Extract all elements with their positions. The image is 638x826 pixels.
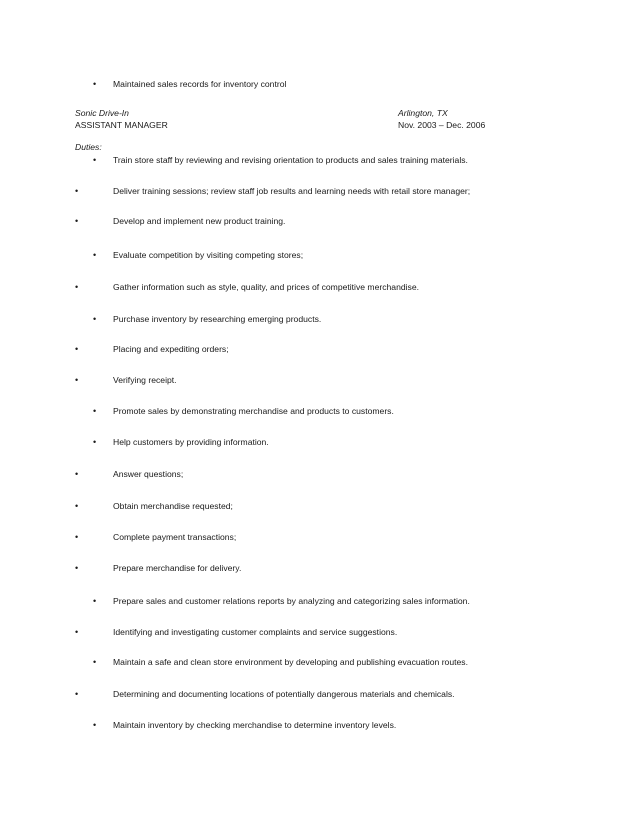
duty-item: Promote sales by demonstrating merchandise and products to customers. bbox=[113, 406, 394, 416]
duty-item: Answer questions; bbox=[113, 469, 184, 479]
duty-item: Complete payment transactions; bbox=[113, 532, 237, 542]
duty-item: Identifying and investigating customer complaints and service suggestions. bbox=[113, 627, 398, 637]
duties-label: Duties: bbox=[75, 142, 102, 152]
job-location: Arlington, TX bbox=[398, 108, 448, 118]
bullet-marker: • bbox=[75, 375, 79, 385]
bullet-marker: • bbox=[93, 155, 97, 165]
bullet-marker: • bbox=[75, 469, 79, 479]
bullet-marker: • bbox=[93, 79, 97, 89]
list-item: Maintained sales records for inventory control bbox=[113, 79, 287, 89]
bullet-marker: • bbox=[75, 532, 79, 542]
bullet-marker: • bbox=[93, 720, 97, 730]
duty-item: Train store staff by reviewing and revising orientation to products and sales training materials. bbox=[113, 155, 468, 165]
bullet-marker: • bbox=[93, 437, 97, 447]
duty-item: Maintain inventory by checking merchandise to determine inventory levels. bbox=[113, 720, 397, 730]
bullet-marker: • bbox=[93, 250, 97, 260]
bullet-marker: • bbox=[75, 186, 79, 196]
duty-item: Help customers by providing information. bbox=[113, 437, 269, 447]
bullet-marker: • bbox=[75, 216, 79, 226]
duty-item: Determining and documenting locations of potentially dangerous materials and chemicals. bbox=[113, 689, 455, 699]
bullet-marker: • bbox=[93, 657, 97, 667]
bullet-marker: • bbox=[75, 563, 79, 573]
duty-item: Maintain a safe and clean store environment by developing and publishing evacuation routes. bbox=[113, 657, 468, 667]
duty-item: Evaluate competition by visiting competing stores; bbox=[113, 250, 304, 260]
duty-item: Purchase inventory by researching emerging products. bbox=[113, 314, 322, 324]
bullet-marker: • bbox=[75, 344, 79, 354]
job-title: ASSISTANT MANAGER bbox=[75, 120, 168, 130]
duty-item: Gather information such as style, quality, and prices of competitive merchandise. bbox=[113, 282, 420, 292]
duty-item: Prepare sales and customer relations reports by analyzing and categorizing sales information. bbox=[113, 596, 470, 606]
duty-item: Verifying receipt. bbox=[113, 375, 177, 385]
duty-item: Placing and expediting orders; bbox=[113, 344, 229, 354]
bullet-marker: • bbox=[93, 406, 97, 416]
duty-item: Obtain merchandise requested; bbox=[113, 501, 233, 511]
company-name: Sonic Drive-In bbox=[75, 108, 129, 118]
bullet-marker: • bbox=[75, 501, 79, 511]
duty-item: Develop and implement new product training. bbox=[113, 216, 286, 226]
duty-item: Prepare merchandise for delivery. bbox=[113, 563, 242, 573]
bullet-marker: • bbox=[75, 282, 79, 292]
bullet-marker: • bbox=[75, 627, 79, 637]
duty-item: Deliver training sessions; review staff job results and learning needs with retail store manager; bbox=[113, 186, 471, 196]
job-dates: Nov. 2003 – Dec. 2006 bbox=[398, 120, 486, 130]
bullet-marker: • bbox=[93, 314, 97, 324]
bullet-marker: • bbox=[93, 596, 97, 606]
bullet-marker: • bbox=[75, 689, 79, 699]
